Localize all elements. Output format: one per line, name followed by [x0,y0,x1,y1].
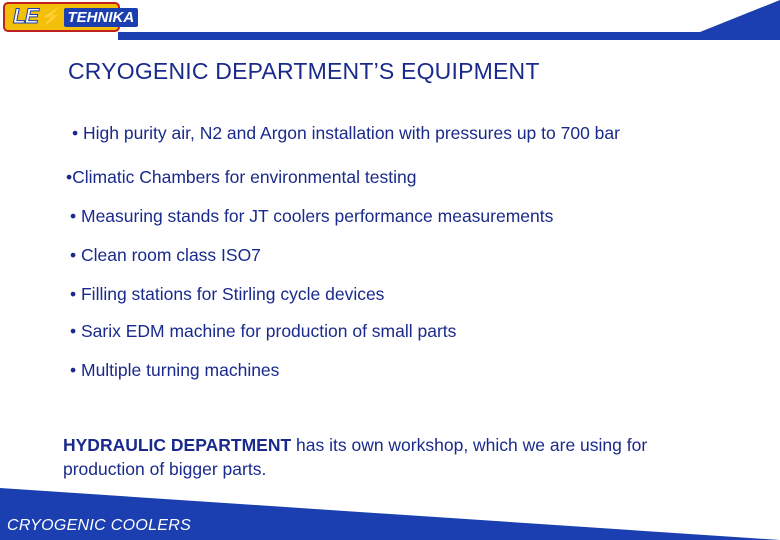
list-item: • High purity air, N2 and Argon installation with pressures up to 700 bar [72,123,620,143]
list-item: • Multiple turning machines [70,360,280,380]
list-item: • Clean room class ISO7 [70,245,261,265]
logo-le-text: LE [13,5,38,28]
list-item: • Measuring stands for JT coolers performance measurements [70,206,554,226]
logo-tehnika-text: TEHNIKA [64,8,139,27]
list-item: • Filling stations for Stirling cycle devices [70,284,385,304]
hydraulic-description: has its own workshop, which we are using for production of bigger parts. [63,435,648,479]
list-item: • Sarix EDM machine for production of small parts [70,321,457,341]
page-title: CRYOGENIC DEPARTMENT’S EQUIPMENT [68,58,540,84]
list-item: •Climatic Chambers for environmental testing [66,167,417,187]
company-logo [3,2,135,32]
hydraulic-department-label: HYDRAULIC DEPARTMENT [63,435,292,455]
hydraulic-paragraph [63,433,683,481]
lightning-bolt-icon: ⚡ [38,7,63,28]
footer-title: CRYOGENIC COOLERS [7,517,192,534]
